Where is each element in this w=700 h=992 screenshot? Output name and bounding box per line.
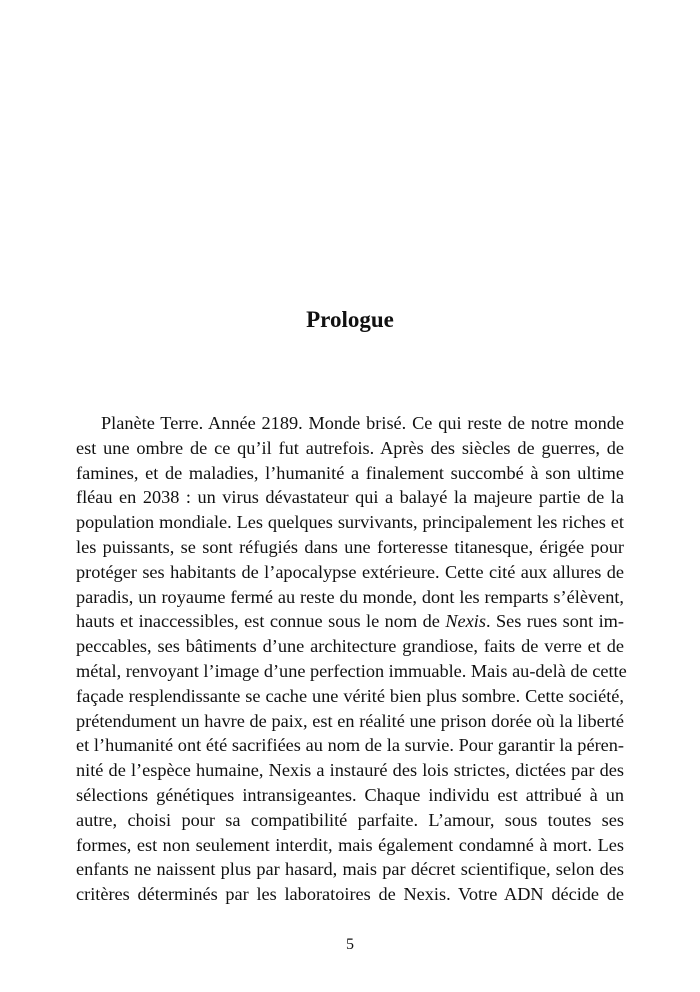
- text-line: fléau en 2038 : un virus dévastateur qui a balayé la majeure partie de la: [76, 487, 624, 508]
- text-line: métal, renvoyant l’image d’une perfection immuable. Mais au-delà de cette: [76, 660, 627, 681]
- text-line: façade resplendissante se cache une vérité bien plus sombre. Cette société,: [76, 685, 624, 706]
- text-line: prétendument un havre de paix, est en réalité une prison dorée où la liberté: [76, 710, 624, 731]
- text-line: paradis, un royaume fermé au reste du monde, dont les remparts s’élèvent,: [76, 586, 624, 607]
- chapter-title: Prologue: [306, 307, 394, 332]
- text-line: [76, 609, 624, 634]
- page-number: 5: [346, 936, 354, 953]
- prologue-paragraph: [76, 411, 627, 907]
- text-line: nité de l’espèce humaine, Nexis a instauré des lois strictes, dictées par des: [76, 760, 624, 781]
- text-line: et l’humanité ont été sacrifiées au nom de la survie. Pour garantir la péren-: [76, 735, 624, 756]
- text-line: peccables, ses bâtiments d’une architecture grandiose, faits de verre et de: [76, 636, 624, 657]
- text-segment: . Ses rues sont im-: [485, 611, 624, 632]
- text-line: protéger ses habitants de l’apocalypse extérieure. Cette cité aux allures de: [76, 561, 624, 582]
- text-line: famines, et de maladies, l’humanité a finalement succombé à son ultime: [76, 462, 624, 483]
- text-line: sélections génétiques intransigeantes. Chaque individu est attribué à un: [76, 784, 624, 805]
- text-line: les puissants, se sont réfugiés dans une forteresse titanesque, érigée pour: [76, 536, 624, 557]
- text-line: autre, choisi pour sa compatibilité parfaite. L’amour, sous toutes ses: [76, 809, 624, 830]
- text-line: critères déterminés par les laboratoires de Nexis. Votre ADN décide de: [76, 884, 624, 905]
- text-line: est une ombre de ce qu’il fut autrefois. Après des siècles de guerres, de: [76, 437, 624, 458]
- text-line: population mondiale. Les quelques survivants, principalement les riches et: [76, 512, 624, 533]
- text-line: formes, est non seulement interdit, mais également condamné à mort. Les: [76, 834, 624, 855]
- text-line: enfants ne naissent plus par hasard, mais par décret scientifique, selon des: [76, 859, 624, 880]
- text-line: Planète Terre. Année 2189. Monde brisé. Ce qui reste de notre monde: [101, 413, 624, 433]
- text-segment: hauts et inaccessibles, est connue sous le nom de: [76, 611, 446, 632]
- city-name-italic: Nexis: [445, 611, 486, 632]
